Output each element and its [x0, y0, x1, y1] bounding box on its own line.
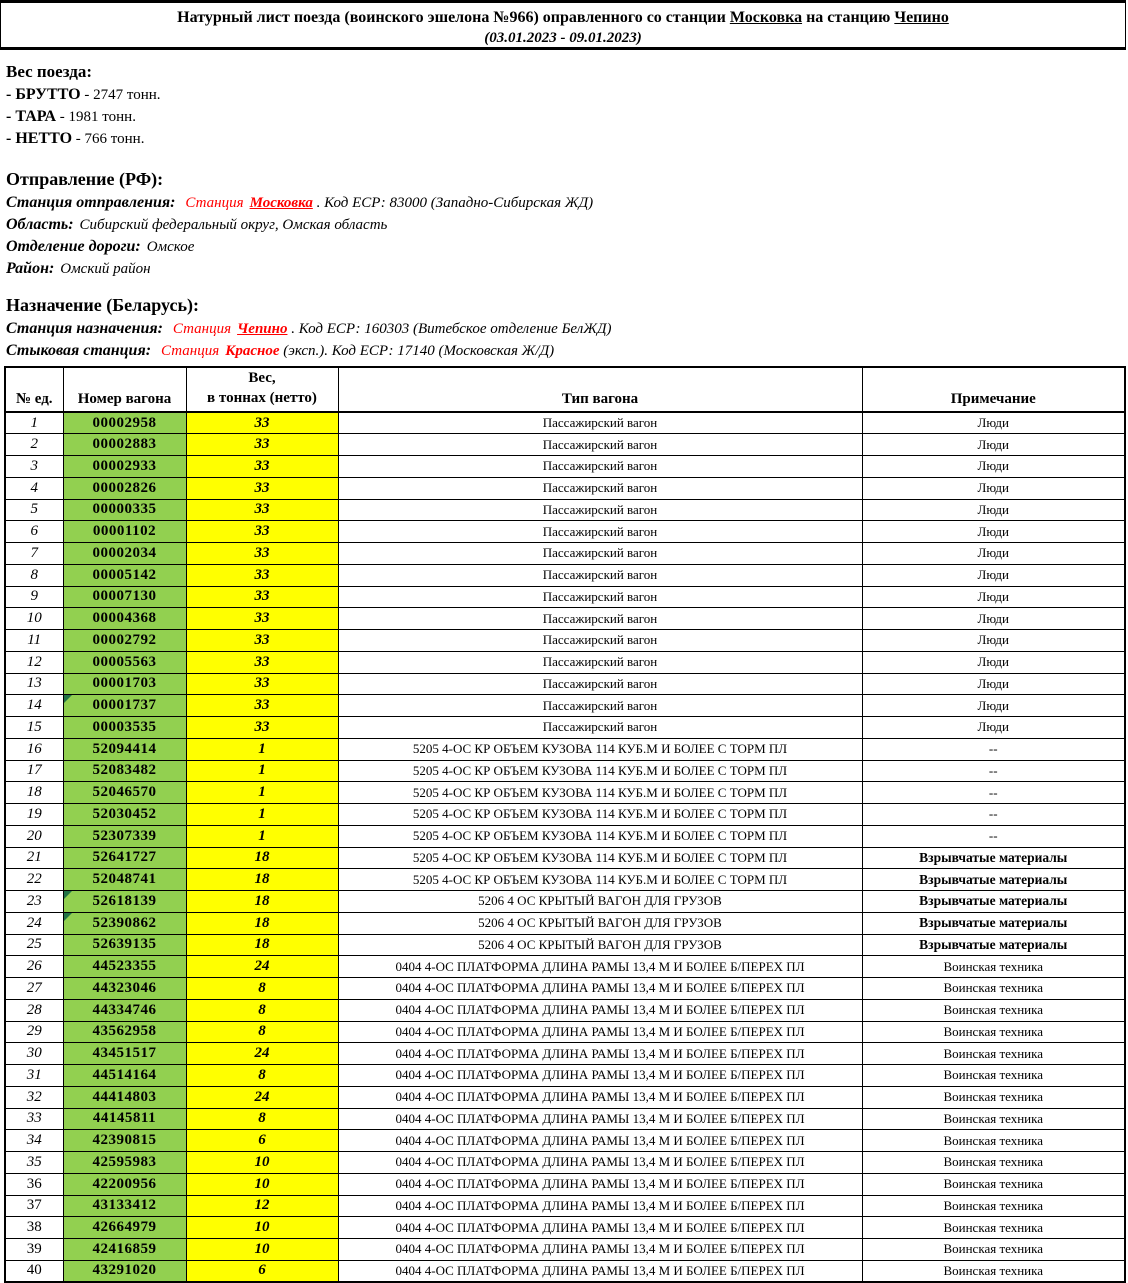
note-cell: Воинская техника [862, 1260, 1125, 1282]
wagon-number-cell: 42200956 [63, 1173, 186, 1195]
header-wagon-type: Тип вагона [338, 367, 862, 412]
departure-station-name: Московка [249, 195, 313, 211]
unit-number-cell: 32 [5, 1086, 63, 1108]
weight-cell: 1 [186, 825, 338, 847]
weight-cell: 33 [186, 412, 338, 434]
wagon-type-cell: 0404 4-ОС ПЛАТФОРМА ДЛИНА РАМЫ 13,4 М И БОЛЕЕ Б/ПЕРЕХ ПЛ [338, 999, 862, 1021]
wagon-number-cell: 00001102 [63, 521, 186, 543]
wagon-type-cell: 0404 4-ОС ПЛАТФОРМА ДЛИНА РАМЫ 13,4 М И БОЛЕЕ Б/ПЕРЕХ ПЛ [338, 1086, 862, 1108]
weight-cell: 12 [186, 1195, 338, 1217]
wagon-number-cell: 44414803 [63, 1086, 186, 1108]
wagon-number-cell: 42595983 [63, 1152, 186, 1174]
destination-station-line [6, 318, 1128, 340]
table-row [5, 1043, 1125, 1065]
table-row [5, 456, 1125, 478]
wagon-type-cell: 0404 4-ОС ПЛАТФОРМА ДЛИНА РАМЫ 13,4 М И БОЛЕЕ Б/ПЕРЕХ ПЛ [338, 1043, 862, 1065]
wagon-type-cell: Пассажирский вагон [338, 630, 862, 652]
wagon-number-cell: 00002883 [63, 434, 186, 456]
note-cell: Взрывчатые материалы [862, 912, 1125, 934]
weight-cell: 10 [186, 1239, 338, 1261]
weight-cell: 24 [186, 1086, 338, 1108]
note-cell: Люди [862, 695, 1125, 717]
table-row [5, 999, 1125, 1021]
departure-section [6, 166, 1128, 280]
destination-station-code: . Код ЕСР: 160303 (Витебское отделение БелЖД) [287, 321, 612, 337]
region-value: Сибирский федеральный округ, Омская область [79, 217, 388, 233]
note-cell: Воинская техника [862, 1152, 1125, 1174]
junction-station-name: Красное [225, 343, 280, 359]
weight-cell: 1 [186, 782, 338, 804]
wagon-number-cell: 52641727 [63, 847, 186, 869]
wagon-number-cell: 43133412 [63, 1195, 186, 1217]
destination-station-word: Станция [172, 321, 232, 337]
note-cell: Люди [862, 521, 1125, 543]
note-cell: Взрывчатые материалы [862, 934, 1125, 956]
header-unit-number: № ед. [5, 367, 63, 412]
weight-cell: 18 [186, 934, 338, 956]
note-cell: Люди [862, 630, 1125, 652]
wagon-number-cell: 52046570 [63, 782, 186, 804]
weight-tara [6, 106, 1128, 128]
unit-number-cell: 20 [5, 825, 63, 847]
weight-cell: 1 [186, 804, 338, 826]
note-cell: Воинская техника [862, 978, 1125, 1000]
weight-cell: 33 [186, 499, 338, 521]
wagon-number-cell: 00007130 [63, 586, 186, 608]
weight-cell: 6 [186, 1130, 338, 1152]
wagon-type-cell: Пассажирский вагон [338, 521, 862, 543]
wagon-type-cell: 5205 4-ОС КР ОБЪЕМ КУЗОВА 114 КУБ.М И БОЛЕЕ С ТОРМ ПЛ [338, 847, 862, 869]
weight-cell: 10 [186, 1217, 338, 1239]
note-cell: Воинская техника [862, 1086, 1125, 1108]
table-row [5, 1239, 1125, 1261]
departure-district-line [6, 258, 1128, 280]
wagon-number-cell: 00003535 [63, 717, 186, 739]
header-weight-line2: в тоннах (нетто) [207, 390, 317, 406]
wagon-type-cell: 5205 4-ОС КР ОБЪЕМ КУЗОВА 114 КУБ.М И БОЛЕЕ С ТОРМ ПЛ [338, 804, 862, 826]
date-range: (03.01.2023 - 09.01.2023) [484, 30, 642, 46]
table-row [5, 1152, 1125, 1174]
weight-cell: 10 [186, 1152, 338, 1174]
wagon-type-cell: Пассажирский вагон [338, 477, 862, 499]
table-row [5, 1108, 1125, 1130]
wagon-type-cell: 0404 4-ОС ПЛАТФОРМА ДЛИНА РАМЫ 13,4 М И БОЛЕЕ Б/ПЕРЕХ ПЛ [338, 1260, 862, 1282]
note-cell: Воинская техника [862, 956, 1125, 978]
wagon-type-cell: 5206 4 ОС КРЫТЫЙ ВАГОН ДЛЯ ГРУЗОВ [338, 891, 862, 913]
note-cell: Люди [862, 412, 1125, 434]
weight-cell: 33 [186, 434, 338, 456]
weight-cell: 33 [186, 673, 338, 695]
wagon-type-cell: 0404 4-ОС ПЛАТФОРМА ДЛИНА РАМЫ 13,4 М И БОЛЕЕ Б/ПЕРЕХ ПЛ [338, 1152, 862, 1174]
weight-netto-value: - 766 тонн. [72, 131, 145, 147]
note-cell: Воинская техника [862, 999, 1125, 1021]
note-cell: Люди [862, 717, 1125, 739]
unit-number-cell: 26 [5, 956, 63, 978]
weight-brutto [6, 84, 1128, 106]
weight-cell: 8 [186, 978, 338, 1000]
weight-heading: Вес поезда: [6, 62, 93, 81]
wagon-number-cell: 52639135 [63, 934, 186, 956]
unit-number-cell: 36 [5, 1173, 63, 1195]
train-weight-section [6, 60, 1128, 150]
table-row [5, 738, 1125, 760]
wagon-type-cell: Пассажирский вагон [338, 695, 862, 717]
wagon-type-cell: Пассажирский вагон [338, 673, 862, 695]
division-label: Отделение дороги: [6, 238, 141, 255]
weight-cell: 33 [186, 717, 338, 739]
wagon-type-cell: 5205 4-ОС КР ОБЪЕМ КУЗОВА 114 КУБ.М И БОЛЕЕ С ТОРМ ПЛ [338, 760, 862, 782]
table-row [5, 630, 1125, 652]
wagon-type-cell: 0404 4-ОС ПЛАТФОРМА ДЛИНА РАМЫ 13,4 М И БОЛЕЕ Б/ПЕРЕХ ПЛ [338, 1021, 862, 1043]
wagon-type-cell: 0404 4-ОС ПЛАТФОРМА ДЛИНА РАМЫ 13,4 М И БОЛЕЕ Б/ПЕРЕХ ПЛ [338, 1217, 862, 1239]
wagon-type-cell: 0404 4-ОС ПЛАТФОРМА ДЛИНА РАМЫ 13,4 М И БОЛЕЕ Б/ПЕРЕХ ПЛ [338, 956, 862, 978]
weight-cell: 33 [186, 543, 338, 565]
unit-number-cell: 3 [5, 456, 63, 478]
unit-number-cell: 15 [5, 717, 63, 739]
district-value: Омский район [60, 261, 151, 277]
wagon-number-cell: 52390862 [63, 912, 186, 934]
unit-number-cell: 19 [5, 804, 63, 826]
unit-number-cell: 35 [5, 1152, 63, 1174]
table-row [5, 1217, 1125, 1239]
unit-number-cell: 24 [5, 912, 63, 934]
wagon-number-cell: 42416859 [63, 1239, 186, 1261]
table-row [5, 1021, 1125, 1043]
table-row [5, 804, 1125, 826]
wagon-type-cell: 5205 4-ОС КР ОБЪЕМ КУЗОВА 114 КУБ.М И БОЛЕЕ С ТОРМ ПЛ [338, 869, 862, 891]
junction-station-line [6, 340, 1128, 362]
weight-cell: 1 [186, 760, 338, 782]
weight-cell: 8 [186, 1108, 338, 1130]
table-row [5, 608, 1125, 630]
unit-number-cell: 37 [5, 1195, 63, 1217]
note-cell: Воинская техника [862, 1043, 1125, 1065]
table-row [5, 673, 1125, 695]
unit-number-cell: 40 [5, 1260, 63, 1282]
note-cell: Люди [862, 499, 1125, 521]
table-row [5, 760, 1125, 782]
note-cell: Воинская техника [862, 1195, 1125, 1217]
table-row [5, 651, 1125, 673]
wagon-type-cell: Пассажирский вагон [338, 651, 862, 673]
weight-tara-value: - 1981 тонн. [56, 109, 136, 125]
weight-cell: 18 [186, 869, 338, 891]
unit-number-cell: 39 [5, 1239, 63, 1261]
wagon-type-cell: 0404 4-ОС ПЛАТФОРМА ДЛИНА РАМЫ 13,4 М И БОЛЕЕ Б/ПЕРЕХ ПЛ [338, 1195, 862, 1217]
wagon-type-cell: Пассажирский вагон [338, 543, 862, 565]
wagon-type-cell: 0404 4-ОС ПЛАТФОРМА ДЛИНА РАМЫ 13,4 М И БОЛЕЕ Б/ПЕРЕХ ПЛ [338, 978, 862, 1000]
destination-section [6, 292, 1128, 362]
table-row [5, 586, 1125, 608]
destination-heading: Назначение (Беларусь): [6, 295, 199, 315]
unit-number-cell: 1 [5, 412, 63, 434]
wagon-number-cell: 00002933 [63, 456, 186, 478]
junction-station-code: (эксп.). Код ЕСР: 17140 (Московская Ж/Д) [279, 343, 555, 359]
wagon-number-cell: 52094414 [63, 738, 186, 760]
unit-number-cell: 11 [5, 630, 63, 652]
note-cell: Люди [862, 456, 1125, 478]
wagon-type-cell: 5205 4-ОС КР ОБЪЕМ КУЗОВА 114 КУБ.М И БОЛЕЕ С ТОРМ ПЛ [338, 782, 862, 804]
weight-netto-label: - НЕТТО [6, 130, 73, 147]
weight-netto [6, 128, 1128, 150]
wagon-number-cell: 00001703 [63, 673, 186, 695]
wagon-number-cell: 43451517 [63, 1043, 186, 1065]
note-cell: -- [862, 804, 1125, 826]
wagon-number-cell: 52083482 [63, 760, 186, 782]
table-row [5, 978, 1125, 1000]
wagon-manifest-table [4, 366, 1126, 1283]
table-row [5, 695, 1125, 717]
title-prefix: Натурный лист поезда (воинского эшелона №966) оправленного со станции [177, 9, 730, 26]
destination-station-name: Чепино [237, 321, 288, 337]
header-weight [186, 367, 338, 412]
table-row [5, 847, 1125, 869]
wagon-type-cell: 5206 4 ОС КРЫТЫЙ ВАГОН ДЛЯ ГРУЗОВ [338, 934, 862, 956]
table-row [5, 564, 1125, 586]
weight-cell: 33 [186, 456, 338, 478]
table-row [5, 912, 1125, 934]
title-middle: на станцию [802, 9, 895, 26]
unit-number-cell: 13 [5, 673, 63, 695]
region-label: Область: [6, 216, 74, 233]
unit-number-cell: 18 [5, 782, 63, 804]
wagon-number-cell: 00004368 [63, 608, 186, 630]
wagon-type-cell: Пассажирский вагон [338, 499, 862, 521]
table-row [5, 434, 1125, 456]
table-row [5, 499, 1125, 521]
wagon-number-cell: 44523355 [63, 956, 186, 978]
weight-cell: 8 [186, 1065, 338, 1087]
table-row [5, 934, 1125, 956]
unit-number-cell: 6 [5, 521, 63, 543]
wagon-type-cell: 0404 4-ОС ПЛАТФОРМА ДЛИНА РАМЫ 13,4 М И БОЛЕЕ Б/ПЕРЕХ ПЛ [338, 1239, 862, 1261]
note-cell: Воинская техника [862, 1065, 1125, 1087]
weight-cell: 33 [186, 521, 338, 543]
note-cell: Люди [862, 434, 1125, 456]
table-row [5, 412, 1125, 434]
table-row [5, 1065, 1125, 1087]
unit-number-cell: 23 [5, 891, 63, 913]
note-cell: Взрывчатые материалы [862, 869, 1125, 891]
weight-cell: 33 [186, 651, 338, 673]
weight-cell: 6 [186, 1260, 338, 1282]
note-cell: Люди [862, 477, 1125, 499]
weight-cell: 10 [186, 1173, 338, 1195]
departure-heading: Отправление (РФ): [6, 169, 164, 189]
unit-number-cell: 7 [5, 543, 63, 565]
wagon-number-cell: 52030452 [63, 804, 186, 826]
table-header [5, 367, 1125, 412]
note-cell: Люди [862, 608, 1125, 630]
title-station-to: Чепино [894, 9, 949, 26]
wagon-type-cell: Пассажирский вагон [338, 412, 862, 434]
departure-region-line [6, 214, 1128, 236]
unit-number-cell: 4 [5, 477, 63, 499]
header-weight-line1: Вес, [248, 370, 276, 386]
junction-station-word: Станция [161, 343, 220, 359]
wagon-number-cell: 42390815 [63, 1130, 186, 1152]
unit-number-cell: 9 [5, 586, 63, 608]
unit-number-cell: 16 [5, 738, 63, 760]
table-row [5, 1086, 1125, 1108]
departure-station-label: Станция отправления: [6, 194, 176, 211]
table-row [5, 1173, 1125, 1195]
departure-division-line [6, 236, 1128, 258]
table-row [5, 543, 1125, 565]
wagon-type-cell: 5205 4-ОС КР ОБЪЕМ КУЗОВА 114 КУБ.М И БОЛЕЕ С ТОРМ ПЛ [338, 825, 862, 847]
note-cell: Люди [862, 651, 1125, 673]
wagon-type-cell: Пассажирский вагон [338, 717, 862, 739]
wagon-type-cell: 0404 4-ОС ПЛАТФОРМА ДЛИНА РАМЫ 13,4 М И БОЛЕЕ Б/ПЕРЕХ ПЛ [338, 1130, 862, 1152]
division-value: Омское [146, 239, 195, 255]
note-cell: Взрывчатые материалы [862, 891, 1125, 913]
wagon-number-cell: 00001737 [63, 695, 186, 717]
table-row [5, 782, 1125, 804]
weight-brutto-value: - 2747 тонн. [80, 87, 161, 103]
wagon-type-cell: 0404 4-ОС ПЛАТФОРМА ДЛИНА РАМЫ 13,4 М И БОЛЕЕ Б/ПЕРЕХ ПЛ [338, 1173, 862, 1195]
header-wagon-number: Номер вагона [63, 367, 186, 412]
departure-station-word: Станция [185, 195, 244, 211]
note-cell: Взрывчатые материалы [862, 847, 1125, 869]
wagon-type-cell: 0404 4-ОС ПЛАТФОРМА ДЛИНА РАМЫ 13,4 М И БОЛЕЕ Б/ПЕРЕХ ПЛ [338, 1108, 862, 1130]
wagon-number-cell: 42664979 [63, 1217, 186, 1239]
junction-station-label: Стыковая станция: [6, 342, 152, 359]
document-title [1, 7, 1125, 28]
unit-number-cell: 14 [5, 695, 63, 717]
note-cell: -- [862, 782, 1125, 804]
weight-cell: 33 [186, 608, 338, 630]
weight-cell: 24 [186, 956, 338, 978]
note-cell: Люди [862, 586, 1125, 608]
unit-number-cell: 28 [5, 999, 63, 1021]
weight-cell: 8 [186, 999, 338, 1021]
table-row [5, 521, 1125, 543]
wagon-type-cell: Пассажирский вагон [338, 434, 862, 456]
wagon-type-cell: 5206 4 ОС КРЫТЫЙ ВАГОН ДЛЯ ГРУЗОВ [338, 912, 862, 934]
district-label: Район: [6, 260, 55, 277]
table-row [5, 891, 1125, 913]
unit-number-cell: 12 [5, 651, 63, 673]
wagon-number-cell: 43562958 [63, 1021, 186, 1043]
note-cell: Воинская техника [862, 1239, 1125, 1261]
weight-tara-label: - ТАРА [6, 108, 57, 125]
weight-cell: 1 [186, 738, 338, 760]
wagon-number-cell: 00002958 [63, 412, 186, 434]
note-cell: Воинская техника [862, 1130, 1125, 1152]
wagon-number-cell: 43291020 [63, 1260, 186, 1282]
unit-number-cell: 22 [5, 869, 63, 891]
departure-station-code: . Код ЕСР: 83000 (Западно-Сибирская ЖД) [312, 195, 594, 211]
note-cell: Люди [862, 673, 1125, 695]
note-cell: -- [862, 760, 1125, 782]
destination-station-label: Станция назначения: [6, 320, 163, 337]
unit-number-cell: 38 [5, 1217, 63, 1239]
weight-cell: 18 [186, 891, 338, 913]
weight-cell: 33 [186, 564, 338, 586]
wagon-number-cell: 00005142 [63, 564, 186, 586]
table-row [5, 1130, 1125, 1152]
unit-number-cell: 8 [5, 564, 63, 586]
unit-number-cell: 29 [5, 1021, 63, 1043]
weight-cell: 18 [186, 912, 338, 934]
unit-number-cell: 34 [5, 1130, 63, 1152]
wagon-type-cell: Пассажирский вагон [338, 456, 862, 478]
note-cell: -- [862, 738, 1125, 760]
unit-number-cell: 17 [5, 760, 63, 782]
note-cell: Люди [862, 564, 1125, 586]
header-note: Примечание [862, 367, 1125, 412]
table-row [5, 1195, 1125, 1217]
weight-cell: 8 [186, 1021, 338, 1043]
wagon-number-cell: 52307339 [63, 825, 186, 847]
wagon-type-cell: Пассажирский вагон [338, 564, 862, 586]
unit-number-cell: 31 [5, 1065, 63, 1087]
weight-cell: 33 [186, 586, 338, 608]
wagon-number-cell: 52618139 [63, 891, 186, 913]
unit-number-cell: 30 [5, 1043, 63, 1065]
wagon-number-cell: 52048741 [63, 869, 186, 891]
weight-brutto-label: - БРУТТО [6, 86, 81, 103]
table-row [5, 869, 1125, 891]
weight-cell: 18 [186, 847, 338, 869]
wagon-number-cell: 44334746 [63, 999, 186, 1021]
unit-number-cell: 25 [5, 934, 63, 956]
wagon-number-cell: 00000335 [63, 499, 186, 521]
unit-number-cell: 10 [5, 608, 63, 630]
table-row [5, 1260, 1125, 1282]
wagon-number-cell: 44514164 [63, 1065, 186, 1087]
unit-number-cell: 2 [5, 434, 63, 456]
title-block [0, 0, 1126, 50]
table-row [5, 825, 1125, 847]
weight-cell: 33 [186, 695, 338, 717]
wagon-number-cell: 44323046 [63, 978, 186, 1000]
wagon-type-cell: 0404 4-ОС ПЛАТФОРМА ДЛИНА РАМЫ 13,4 М И БОЛЕЕ Б/ПЕРЕХ ПЛ [338, 1065, 862, 1087]
note-cell: Воинская техника [862, 1217, 1125, 1239]
wagon-number-cell: 00002034 [63, 543, 186, 565]
wagon-type-cell: Пассажирский вагон [338, 608, 862, 630]
table-row [5, 717, 1125, 739]
weight-cell: 33 [186, 630, 338, 652]
wagon-number-cell: 00002792 [63, 630, 186, 652]
note-cell: Люди [862, 543, 1125, 565]
unit-number-cell: 21 [5, 847, 63, 869]
note-cell: Воинская техника [862, 1173, 1125, 1195]
wagon-number-cell: 00002826 [63, 477, 186, 499]
table-row [5, 477, 1125, 499]
title-station-from: Московка [729, 9, 803, 26]
unit-number-cell: 33 [5, 1108, 63, 1130]
weight-cell: 33 [186, 477, 338, 499]
unit-number-cell: 27 [5, 978, 63, 1000]
table-row [5, 956, 1125, 978]
wagon-type-cell: 5205 4-ОС КР ОБЪЕМ КУЗОВА 114 КУБ.М И БОЛЕЕ С ТОРМ ПЛ [338, 738, 862, 760]
note-cell: -- [862, 825, 1125, 847]
wagon-type-cell: Пассажирский вагон [338, 586, 862, 608]
note-cell: Воинская техника [862, 1021, 1125, 1043]
unit-number-cell: 5 [5, 499, 63, 521]
departure-station-line [6, 192, 1128, 214]
wagon-number-cell: 44145811 [63, 1108, 186, 1130]
note-cell: Воинская техника [862, 1108, 1125, 1130]
weight-cell: 24 [186, 1043, 338, 1065]
wagon-number-cell: 00005563 [63, 651, 186, 673]
